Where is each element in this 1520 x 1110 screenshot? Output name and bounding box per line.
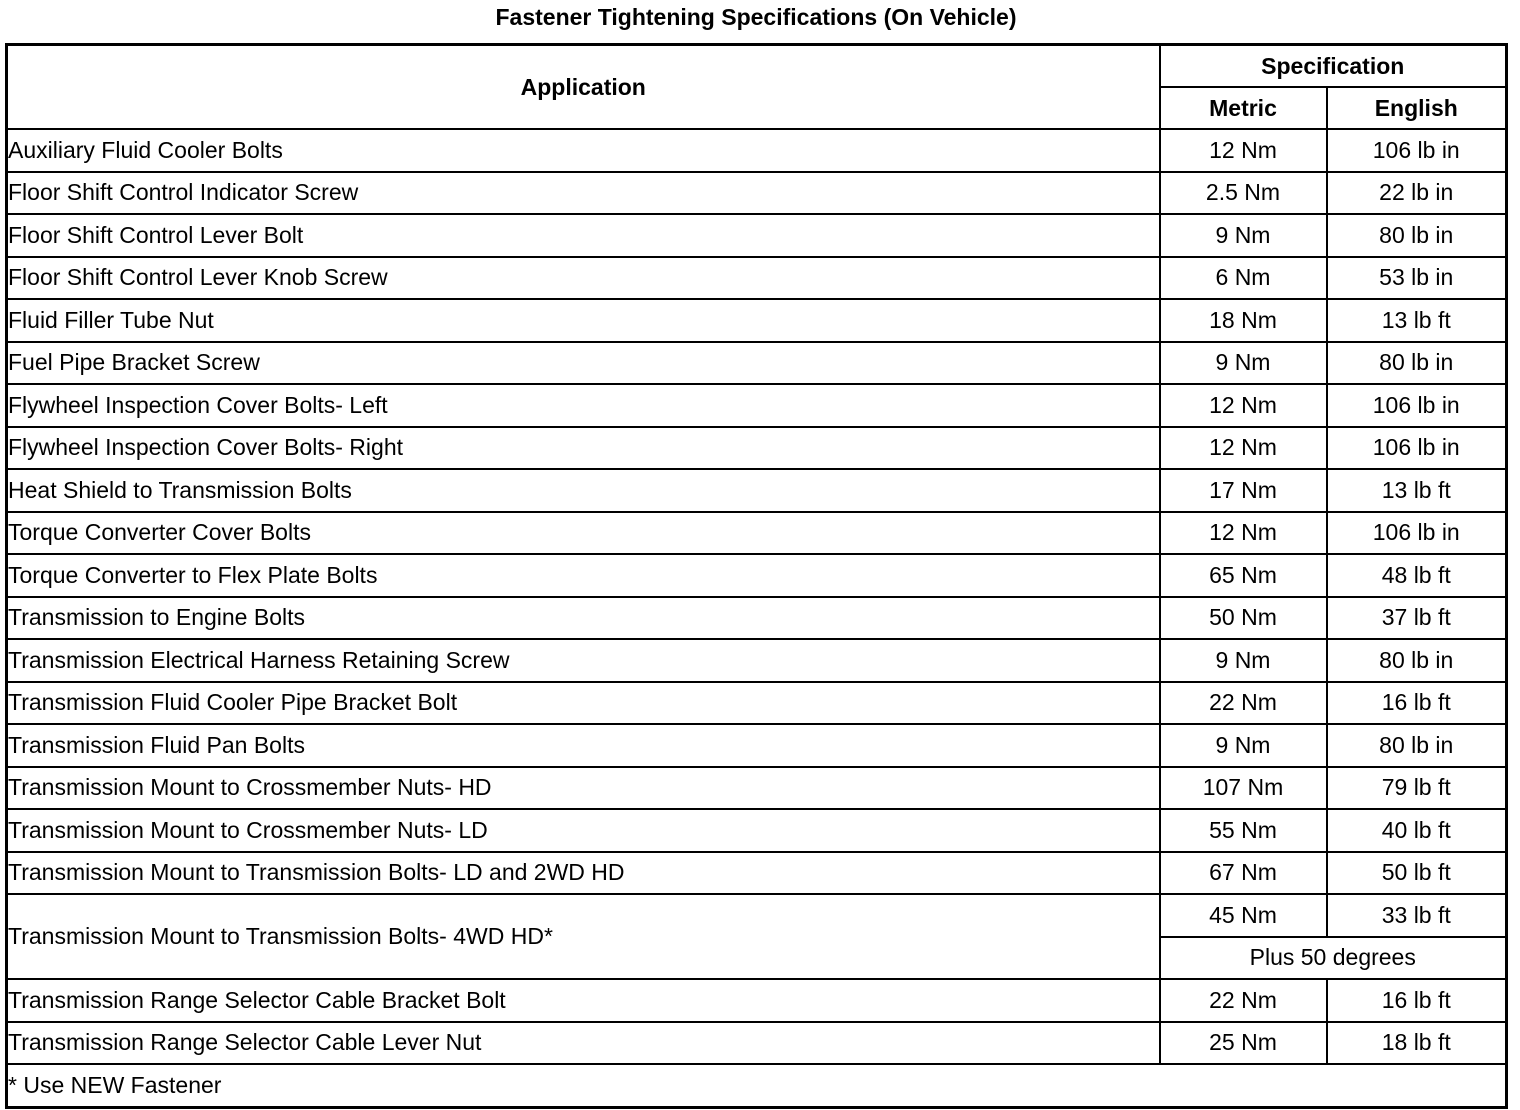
- specifications-table: [5, 43, 1508, 1109]
- metric-cell: 9 Nm: [1160, 724, 1327, 767]
- application-cell: Floor Shift Control Indicator Screw: [7, 172, 1160, 215]
- table-row: [7, 427, 1507, 470]
- metric-cell: 12 Nm: [1160, 384, 1327, 427]
- metric-cell: 67 Nm: [1160, 852, 1327, 895]
- table-row: [7, 172, 1507, 215]
- header-specification: Specification: [1160, 45, 1507, 88]
- table-body-special: [7, 894, 1507, 979]
- english-cell: 22 lb in: [1327, 172, 1507, 215]
- application-cell: Transmission Range Selector Cable Lever Nut: [7, 1022, 1160, 1065]
- english-cell: 50 lb ft: [1327, 852, 1507, 895]
- table-row: [7, 639, 1507, 682]
- table-row: [7, 299, 1507, 342]
- header-application: Application: [7, 45, 1160, 130]
- english-cell: 48 lb ft: [1327, 554, 1507, 597]
- english-cell: 16 lb ft: [1327, 682, 1507, 725]
- metric-cell: 22 Nm: [1160, 979, 1327, 1022]
- metric-cell: 25 Nm: [1160, 1022, 1327, 1065]
- table-row: [7, 894, 1507, 937]
- metric-cell: 55 Nm: [1160, 809, 1327, 852]
- header-metric: Metric: [1160, 87, 1327, 129]
- metric-cell: 9 Nm: [1160, 214, 1327, 257]
- extra-spec-cell: Plus 50 degrees: [1160, 937, 1507, 980]
- table-row: [7, 469, 1507, 512]
- table-row: [7, 809, 1507, 852]
- application-cell: Auxiliary Fluid Cooler Bolts: [7, 129, 1160, 172]
- metric-cell: 107 Nm: [1160, 767, 1327, 810]
- table-row: [7, 342, 1507, 385]
- application-cell: Flywheel Inspection Cover Bolts- Right: [7, 427, 1160, 470]
- header-english: English: [1327, 87, 1507, 129]
- table-row: [7, 979, 1507, 1022]
- english-cell: 13 lb ft: [1327, 469, 1507, 512]
- english-cell: 53 lb in: [1327, 257, 1507, 300]
- application-cell: Torque Converter Cover Bolts: [7, 512, 1160, 555]
- application-cell: Transmission to Engine Bolts: [7, 597, 1160, 640]
- table-row: [7, 682, 1507, 725]
- application-cell: Fluid Filler Tube Nut: [7, 299, 1160, 342]
- english-cell: 106 lb in: [1327, 427, 1507, 470]
- table-row: [7, 597, 1507, 640]
- english-cell: 79 lb ft: [1327, 767, 1507, 810]
- application-cell: Heat Shield to Transmission Bolts: [7, 469, 1160, 512]
- english-cell: 106 lb in: [1327, 512, 1507, 555]
- metric-cell: 50 Nm: [1160, 597, 1327, 640]
- footnote-row: [7, 1064, 1507, 1107]
- application-cell: Transmission Fluid Cooler Pipe Bracket Bolt: [7, 682, 1160, 725]
- metric-cell: 65 Nm: [1160, 554, 1327, 597]
- english-cell: 80 lb in: [1327, 724, 1507, 767]
- application-cell: Transmission Fluid Pan Bolts: [7, 724, 1160, 767]
- application-cell: Transmission Mount to Transmission Bolts- LD and 2WD HD: [7, 852, 1160, 895]
- application-cell: Transmission Electrical Harness Retaining Screw: [7, 639, 1160, 682]
- metric-cell: 2.5 Nm: [1160, 172, 1327, 215]
- english-cell: 16 lb ft: [1327, 979, 1507, 1022]
- footnote: * Use NEW Fastener: [7, 1064, 1507, 1107]
- metric-cell: 9 Nm: [1160, 639, 1327, 682]
- metric-cell: 17 Nm: [1160, 469, 1327, 512]
- application-cell: Floor Shift Control Lever Bolt: [7, 214, 1160, 257]
- table-row: [7, 384, 1507, 427]
- metric-cell: 6 Nm: [1160, 257, 1327, 300]
- english-cell: 33 lb ft: [1327, 894, 1507, 937]
- application-cell: Transmission Mount to Crossmember Nuts- LD: [7, 809, 1160, 852]
- table-row: [7, 724, 1507, 767]
- header-row-top: [7, 45, 1507, 88]
- english-cell: 18 lb ft: [1327, 1022, 1507, 1065]
- table-body-tail: [7, 979, 1507, 1064]
- metric-cell: 12 Nm: [1160, 512, 1327, 555]
- metric-cell: 18 Nm: [1160, 299, 1327, 342]
- page-title: Fastener Tightening Specifications (On Vehicle): [495, 4, 1017, 30]
- english-cell: 40 lb ft: [1327, 809, 1507, 852]
- metric-cell: 12 Nm: [1160, 129, 1327, 172]
- table-row: [7, 1022, 1507, 1065]
- english-cell: 37 lb ft: [1327, 597, 1507, 640]
- metric-cell: 9 Nm: [1160, 342, 1327, 385]
- table-body: [7, 129, 1507, 894]
- table-row: [7, 852, 1507, 895]
- table-row: [7, 257, 1507, 300]
- english-cell: 13 lb ft: [1327, 299, 1507, 342]
- metric-cell: 45 Nm: [1160, 894, 1327, 937]
- application-cell: Fuel Pipe Bracket Screw: [7, 342, 1160, 385]
- english-cell: 80 lb in: [1327, 214, 1507, 257]
- table-row: [7, 512, 1507, 555]
- application-cell: Floor Shift Control Lever Knob Screw: [7, 257, 1160, 300]
- application-cell: Flywheel Inspection Cover Bolts- Left: [7, 384, 1160, 427]
- table-row: [7, 554, 1507, 597]
- english-cell: 106 lb in: [1327, 384, 1507, 427]
- table-row: [7, 767, 1507, 810]
- application-cell: Transmission Mount to Transmission Bolts- 4WD HD*: [7, 894, 1160, 979]
- application-cell: Torque Converter to Flex Plate Bolts: [7, 554, 1160, 597]
- metric-cell: 22 Nm: [1160, 682, 1327, 725]
- metric-cell: 12 Nm: [1160, 427, 1327, 470]
- application-cell: Transmission Mount to Crossmember Nuts- HD: [7, 767, 1160, 810]
- table-row: [7, 214, 1507, 257]
- english-cell: 80 lb in: [1327, 639, 1507, 682]
- table-row: [7, 129, 1507, 172]
- application-cell: Transmission Range Selector Cable Bracket Bolt: [7, 979, 1160, 1022]
- english-cell: 106 lb in: [1327, 129, 1507, 172]
- english-cell: 80 lb in: [1327, 342, 1507, 385]
